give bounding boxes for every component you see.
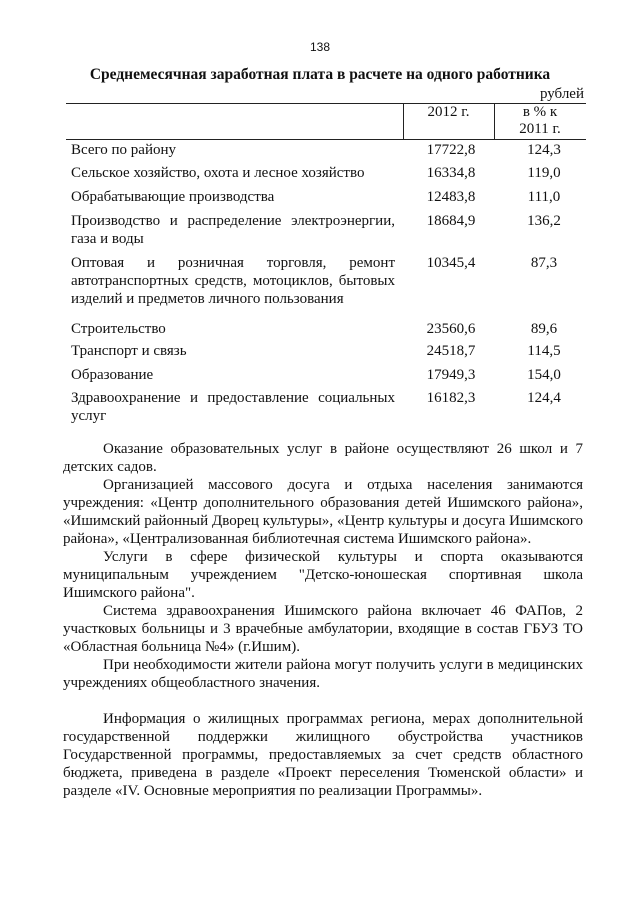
row-name: Производство и распределение электроэнергии, газа и воды bbox=[71, 213, 395, 247]
row-percent: 111,0 bbox=[527, 189, 561, 205]
row-value: 18684,9 bbox=[426, 213, 476, 229]
table-body bbox=[0, 141, 640, 429]
row-value: 10345,4 bbox=[426, 255, 476, 271]
row-name: Оптовая и розничная торговля, ремонт автотранспортных средств, мотоциклов, бытовых изделий и предметов личного пользования bbox=[71, 255, 395, 307]
paragraph-sport: Услуги в сфере физической культуры и спорта оказываются муниципальным учреждением "Детско-юношеская спортивная школа Ишимского района". bbox=[63, 549, 583, 601]
row-name: Всего по району bbox=[71, 142, 177, 158]
paragraph-housing-programs: Информация о жилищных программах региона, мерах дополнительной государственной поддержки жилищного обустройства участников Государственной программы, предоставляемых за счет средств областного бюджета, приведена в разделе «Проект переселения Тюменской области» и разделе «IV. Основные мероприятия по реализации Программы». bbox=[63, 711, 583, 799]
table-row bbox=[0, 389, 640, 429]
row-name: Здравоохранение и предоставление социальных услуг bbox=[71, 390, 395, 424]
column-header-percent bbox=[494, 104, 586, 138]
column-header-percent-line1: в % к bbox=[522, 104, 558, 120]
column-header-year: 2012 г. bbox=[427, 104, 470, 120]
row-percent: 124,4 bbox=[527, 390, 561, 406]
table-title: Среднемесячная заработная плата в расчете на одного работника bbox=[89, 66, 551, 83]
row-value: 17949,3 bbox=[426, 367, 476, 383]
paragraph-leisure: Организацией массового досуга и отдыха населения занимаются учреждения: «Центр дополнительного образования детей Ишимского района», «Ишимский районный Дворец культуры», «Центр культуры и досуга Ишимского района», «Централизованная библиотечная система Ишимского района». bbox=[63, 477, 583, 547]
row-name: Образование bbox=[71, 367, 154, 383]
row-percent: 89,6 bbox=[530, 321, 558, 337]
table-row bbox=[0, 164, 640, 188]
row-value: 16334,8 bbox=[426, 165, 476, 181]
paragraph-healthcare: Система здравоохранения Ишимского района включает 46 ФАПов, 2 участковых больницы и 3 врачебные амбулатории, входящие в состав ГБУЗ ТО «Областная больница №4» (г.Ишим). bbox=[63, 603, 583, 655]
paragraph-medical-services: При необходимости жители района могут получить услуги в медицинских учреждениях общеобластного значения. bbox=[63, 657, 583, 691]
table-row bbox=[0, 254, 640, 320]
table-unit: рублей bbox=[539, 86, 584, 102]
row-value: 23560,6 bbox=[426, 321, 476, 337]
row-name: Строительство bbox=[71, 321, 166, 337]
table-row bbox=[0, 188, 640, 212]
row-value: 17722,8 bbox=[426, 142, 476, 158]
row-value: 12483,8 bbox=[426, 189, 476, 205]
row-percent: 119,0 bbox=[527, 165, 561, 181]
table-row bbox=[0, 342, 640, 366]
table-row bbox=[0, 366, 640, 389]
table-row bbox=[0, 212, 640, 254]
row-percent: 154,0 bbox=[527, 367, 561, 383]
row-value: 16182,3 bbox=[426, 390, 476, 406]
row-value: 24518,7 bbox=[426, 343, 476, 359]
page-number: 138 bbox=[309, 40, 331, 54]
row-name: Сельское хозяйство, охота и лесное хозяйство bbox=[71, 165, 365, 181]
paragraph-schools: Оказание образовательных услуг в районе осуществляют 26 школ и 7 детских садов. bbox=[63, 441, 583, 475]
table-row bbox=[0, 141, 640, 164]
row-percent: 87,3 bbox=[530, 255, 558, 271]
row-percent: 124,3 bbox=[527, 142, 561, 158]
row-percent: 114,5 bbox=[527, 343, 561, 359]
row-name: Обрабатывающие производства bbox=[71, 189, 275, 205]
column-header-percent-line2: 2011 г. bbox=[519, 121, 561, 137]
row-percent: 136,2 bbox=[527, 213, 561, 229]
table-row bbox=[0, 320, 640, 342]
body-text bbox=[63, 440, 583, 800]
table-header-rule bbox=[66, 139, 586, 140]
row-name: Транспорт и связь bbox=[71, 343, 187, 359]
